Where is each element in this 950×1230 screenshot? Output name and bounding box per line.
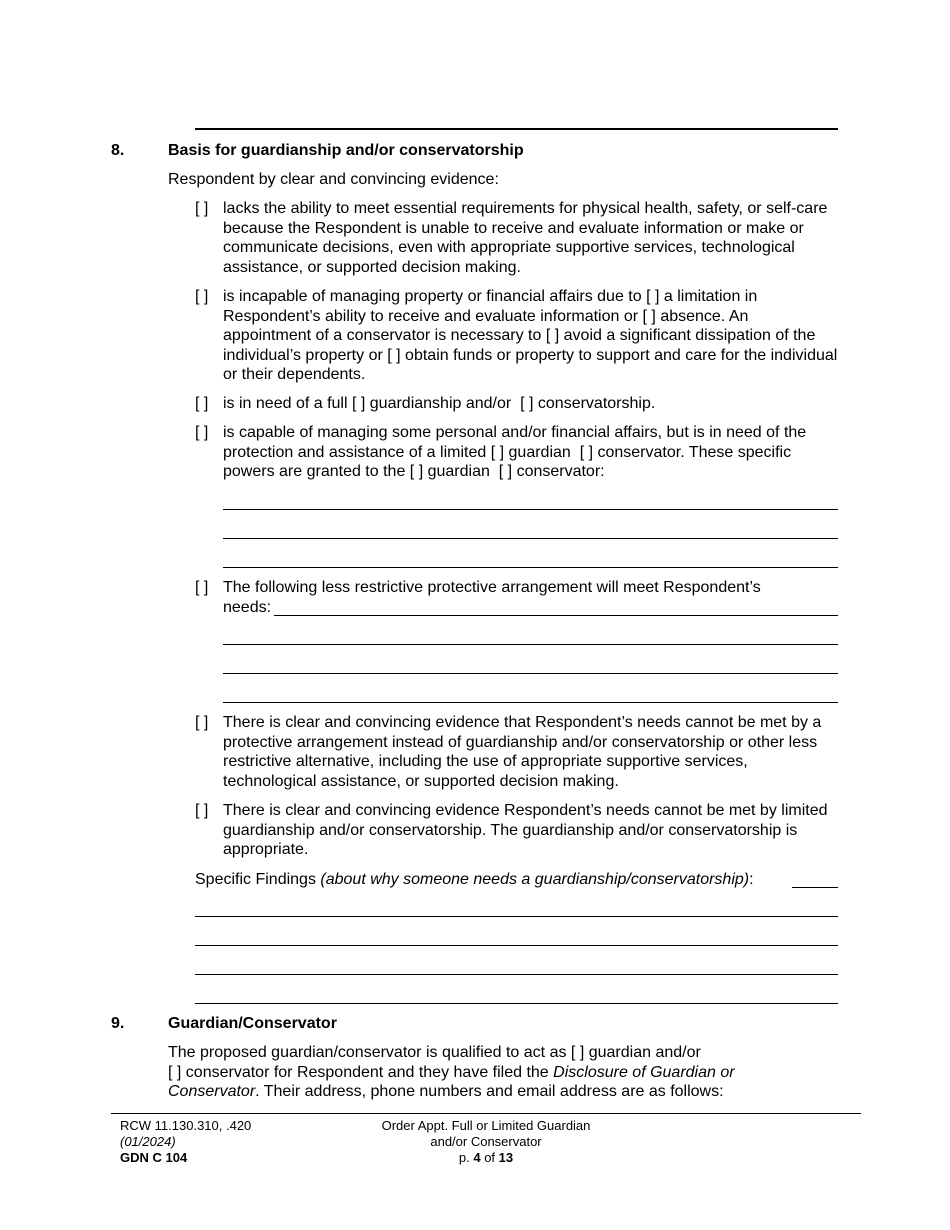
- needs-line[interactable]: [223, 702, 838, 703]
- item-text: is incapable of managing property or financial affairs due to [ ] a limitation in Respondent’s ability to receive and evaluate information or [ ] absence. An appointment of a conservator is necessary to [ ] avoid a significant dissipation of the individual’s property or [ ] obtain funds or property to support and care for the individual or their dependents.: [223, 288, 838, 384]
- item-text: is in need of a full [ ] guardianship and/or [ ] conservatorship.: [223, 395, 656, 412]
- footer-center: [336, 1118, 636, 1166]
- checkbox[interactable]: [ ]: [351, 395, 366, 412]
- checkbox[interactable]: [ ]: [195, 200, 209, 217]
- findings-line[interactable]: [195, 945, 838, 946]
- section-9-number: 9.: [111, 1015, 125, 1032]
- footer-title-1: Order Appt. Full or Limited Guardian: [381, 1118, 591, 1133]
- powers-line[interactable]: [223, 567, 838, 568]
- checkbox[interactable]: [ ]: [195, 424, 209, 441]
- footer-date: (01/2024): [120, 1134, 176, 1149]
- checkbox[interactable]: [ ]: [570, 1044, 585, 1061]
- section-8-intro: Respondent by clear and convincing evidence:: [168, 171, 499, 188]
- footer-left: [120, 1118, 251, 1166]
- checkbox[interactable]: [ ]: [498, 463, 513, 481]
- findings-line[interactable]: [792, 887, 838, 888]
- specific-findings-label: Specific Findings (about why someone needs a guardianship/conservatorship):: [195, 871, 754, 888]
- item-text: There is clear and convincing evidence that Respondent’s needs cannot be met by a protective arrangement instead of guardianship and/or conservatorship or other less restrictive alternative, including the use of appropriate supportive services, technological assistance, or supported decision making.: [223, 714, 822, 790]
- top-rule: [195, 128, 838, 130]
- powers-line[interactable]: [223, 509, 838, 510]
- footer-title-2: and/or Conservator: [430, 1134, 542, 1149]
- section-8-heading: Basis for guardianship and/or conservatorship: [168, 142, 524, 159]
- checkbox[interactable]: [ ]: [195, 579, 209, 596]
- checkbox[interactable]: [ ]: [195, 802, 209, 819]
- item-text: is capable of managing some personal and/or financial affairs, but is in need of the protection and assistance of a limited [ ] guardian [ ] conservator. These specific powers are granted to the [ ] guardian [ ] conservator:: [223, 424, 807, 481]
- checkbox[interactable]: [ ]: [490, 443, 505, 461]
- needs-line[interactable]: [223, 644, 838, 645]
- needs-line[interactable]: [223, 673, 838, 674]
- checkbox[interactable]: [ ]: [579, 443, 594, 461]
- checkbox[interactable]: [ ]: [195, 395, 209, 412]
- needs-label: needs:: [223, 599, 272, 616]
- checkbox[interactable]: [ ]: [195, 714, 209, 731]
- item-text: lacks the ability to meet essential requirements for physical health, safety, or self-care because the Respondent is unable to receive and evaluate information or make or communicate decisions, even with appropriate supportive services, technological assistance, or supported decision making.: [223, 200, 828, 276]
- findings-line[interactable]: [195, 974, 838, 975]
- checkbox[interactable]: [ ]: [387, 346, 401, 364]
- item-text: There is clear and convincing evidence Respondent’s needs cannot be met by limited guardianship and/or conservatorship. The guardianship and/or conservatorship is appropriate.: [223, 802, 828, 859]
- checkbox[interactable]: [ ]: [646, 288, 660, 305]
- footer-page: p. 4 of 13: [458, 1150, 514, 1165]
- footer-rule: [111, 1113, 861, 1114]
- checkbox[interactable]: [ ]: [520, 395, 534, 412]
- section-8-number: 8.: [111, 142, 125, 159]
- findings-line[interactable]: [195, 1003, 838, 1004]
- checkbox[interactable]: [ ]: [545, 327, 560, 345]
- checkbox[interactable]: [ ]: [195, 288, 209, 305]
- powers-line[interactable]: [223, 538, 838, 539]
- checkbox[interactable]: [ ]: [168, 1063, 182, 1081]
- checkbox[interactable]: [ ]: [642, 307, 656, 325]
- needs-line[interactable]: [274, 615, 838, 616]
- footer-rcw: RCW 11.130.310, .420: [120, 1118, 252, 1133]
- findings-note: (about why someone needs a guardianship/conservatorship): [320, 871, 750, 888]
- section-9-heading: Guardian/Conservator: [168, 1015, 337, 1032]
- section-9-text: The proposed guardian/conservator is qualified to act as [ ] guardian and/or [ ] conservator for Respondent and they have filed the Disclosure of Guardian or Conservator. Their address, phone numbers and email address are as follows:: [168, 1044, 735, 1101]
- checkbox[interactable]: [ ]: [409, 463, 424, 481]
- footer-form-id: GDN C 104: [120, 1150, 188, 1165]
- findings-line[interactable]: [195, 916, 838, 917]
- item-text: The following less restrictive protective arrangement will meet Respondent’s: [223, 579, 761, 596]
